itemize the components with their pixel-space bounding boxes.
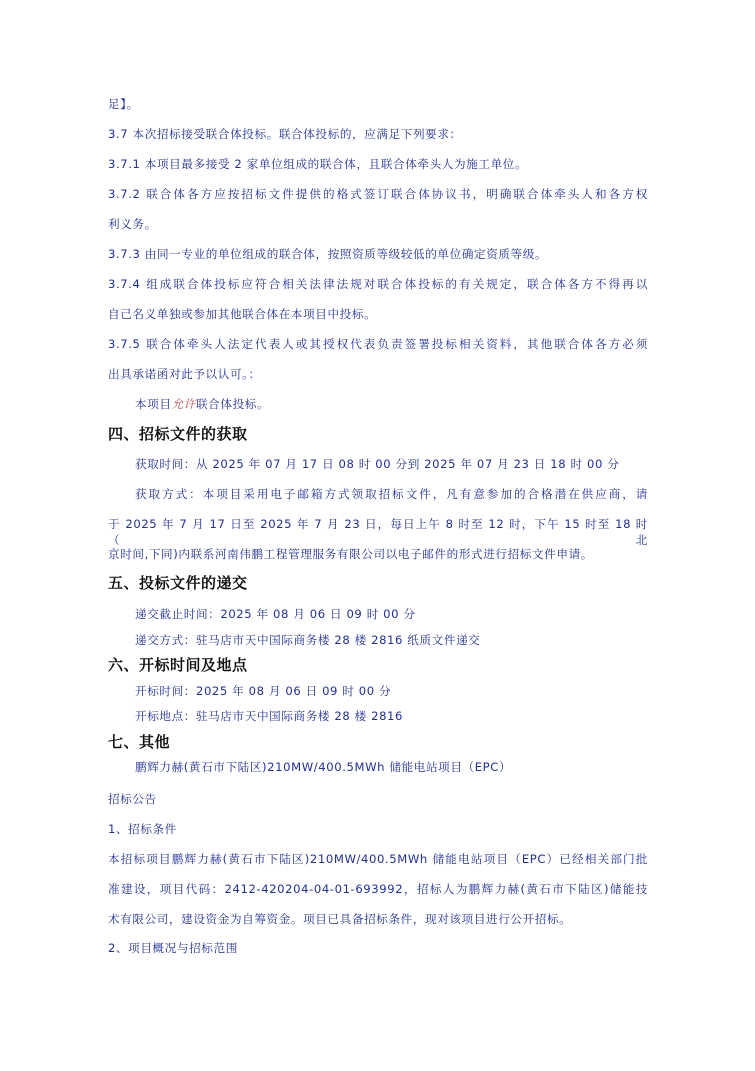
clause-3-7-4: 3.7.4 组成联合体投标应符合相关法律法规对联合体投标的有关规定，联合体各方不得再以 <box>108 277 648 291</box>
acquire-method-cont-2: 京时间,下同)内联系河南伟鹏工程管理服务有限公司以电子邮件的形式进行招标文件申请。 <box>108 547 593 561</box>
clause-3-7-1: 3.7.1 本项目最多接受 2 家单位组成的联合体，且联合体牵头人为施工单位。 <box>108 157 528 171</box>
subsection-2: 2、项目概况与招标范围 <box>108 941 238 955</box>
project-name: 鹏辉力赫(黄石市下陆区)210MW/400.5MWh 储能电站项目（EPC） <box>135 760 512 774</box>
clause-3-7-2: 3.7.2 联合体各方应按招标文件提供的格式签订联合体协议书，明确联合体牵头人和各方权 <box>108 187 648 201</box>
clause-3-7: 3.7 本次招标接受联合体投标。联合体投标的，应满足下列要求： <box>108 127 462 141</box>
clause-3-7-5-cont: 出具承诺函对此予以认可。： <box>108 367 261 381</box>
statement-suffix: 联合体投标。 <box>195 397 270 411</box>
acquire-method: 获取方式：本项目采用电子邮箱方式领取招标文件，凡有意参加的合格潜在供应商，请 <box>135 487 648 501</box>
statement-allowed: 允许 <box>171 397 196 411</box>
section-heading-6: 六、开标时间及地点 <box>108 656 248 674</box>
bidding-conditions-cont-2: 术有限公司，建设资金为自筹资金。项目已具备招标条件，现对该项目进行公开招标。 <box>108 912 572 926</box>
clause-3-7-2-cont: 利义务。 <box>108 217 157 231</box>
statement-prefix: 本项目 <box>135 397 172 411</box>
submission-method: 递交方式：驻马店市天中国际商务楼 28 楼 2816 纸质文件递交 <box>135 633 481 647</box>
opening-location: 开标地点：驻马店市天中国际商务楼 28 楼 2816 <box>135 709 404 723</box>
clause-3-7-3: 3.7.3 由同一专业的单位组成的联合体，按照资质等级较低的单位确定资质等级。 <box>108 247 548 261</box>
opening-time: 开标时间：2025 年 08 月 06 日 09 时 00 分 <box>135 684 392 698</box>
text-line: 足】。 <box>108 97 139 111</box>
bidding-conditions-cont-1: 准建设，项目代码：2412-420204-04-01-693992，招标人为鹏辉力赫(黄石市下陆区)储能技 <box>108 882 648 896</box>
clause-3-7-5: 3.7.5 联合体牵头人法定代表人或其授权代表负责签署投标相关资料，其他联合体各方必须 <box>108 337 648 351</box>
clause-3-7-4-cont: 自己名义单独或参加其他联合体在本项目中投标。 <box>108 307 377 321</box>
submission-deadline: 递交截止时间：2025 年 08 月 06 日 09 时 00 分 <box>135 607 416 621</box>
acquire-method-cont-1: 于 2025 年 7 月 17 日至 2025 年 7 月 23 日，每日上午 8 时至 12 时，下午 15 时至 18 时（北 <box>108 517 648 547</box>
section-heading-7: 七、其他 <box>108 733 171 751</box>
announcement-title: 招标公告 <box>108 792 157 806</box>
subsection-1: 1、招标条件 <box>108 822 177 836</box>
section-heading-5: 五、投标文件的递交 <box>108 574 248 592</box>
section-heading-4: 四、招标文件的获取 <box>108 425 248 443</box>
consortium-statement <box>135 396 675 412</box>
acquire-time: 获取时间：从 2025 年 07 月 17 日 08 时 00 分到 2025 年 07 月 23 日 18 时 00 分 <box>135 457 620 471</box>
bidding-conditions: 本招标项目鹏辉力赫(黄石市下陆区)210MW/400.5MWh 储能电站项目（EPC）已经相关部门批 <box>108 852 648 866</box>
